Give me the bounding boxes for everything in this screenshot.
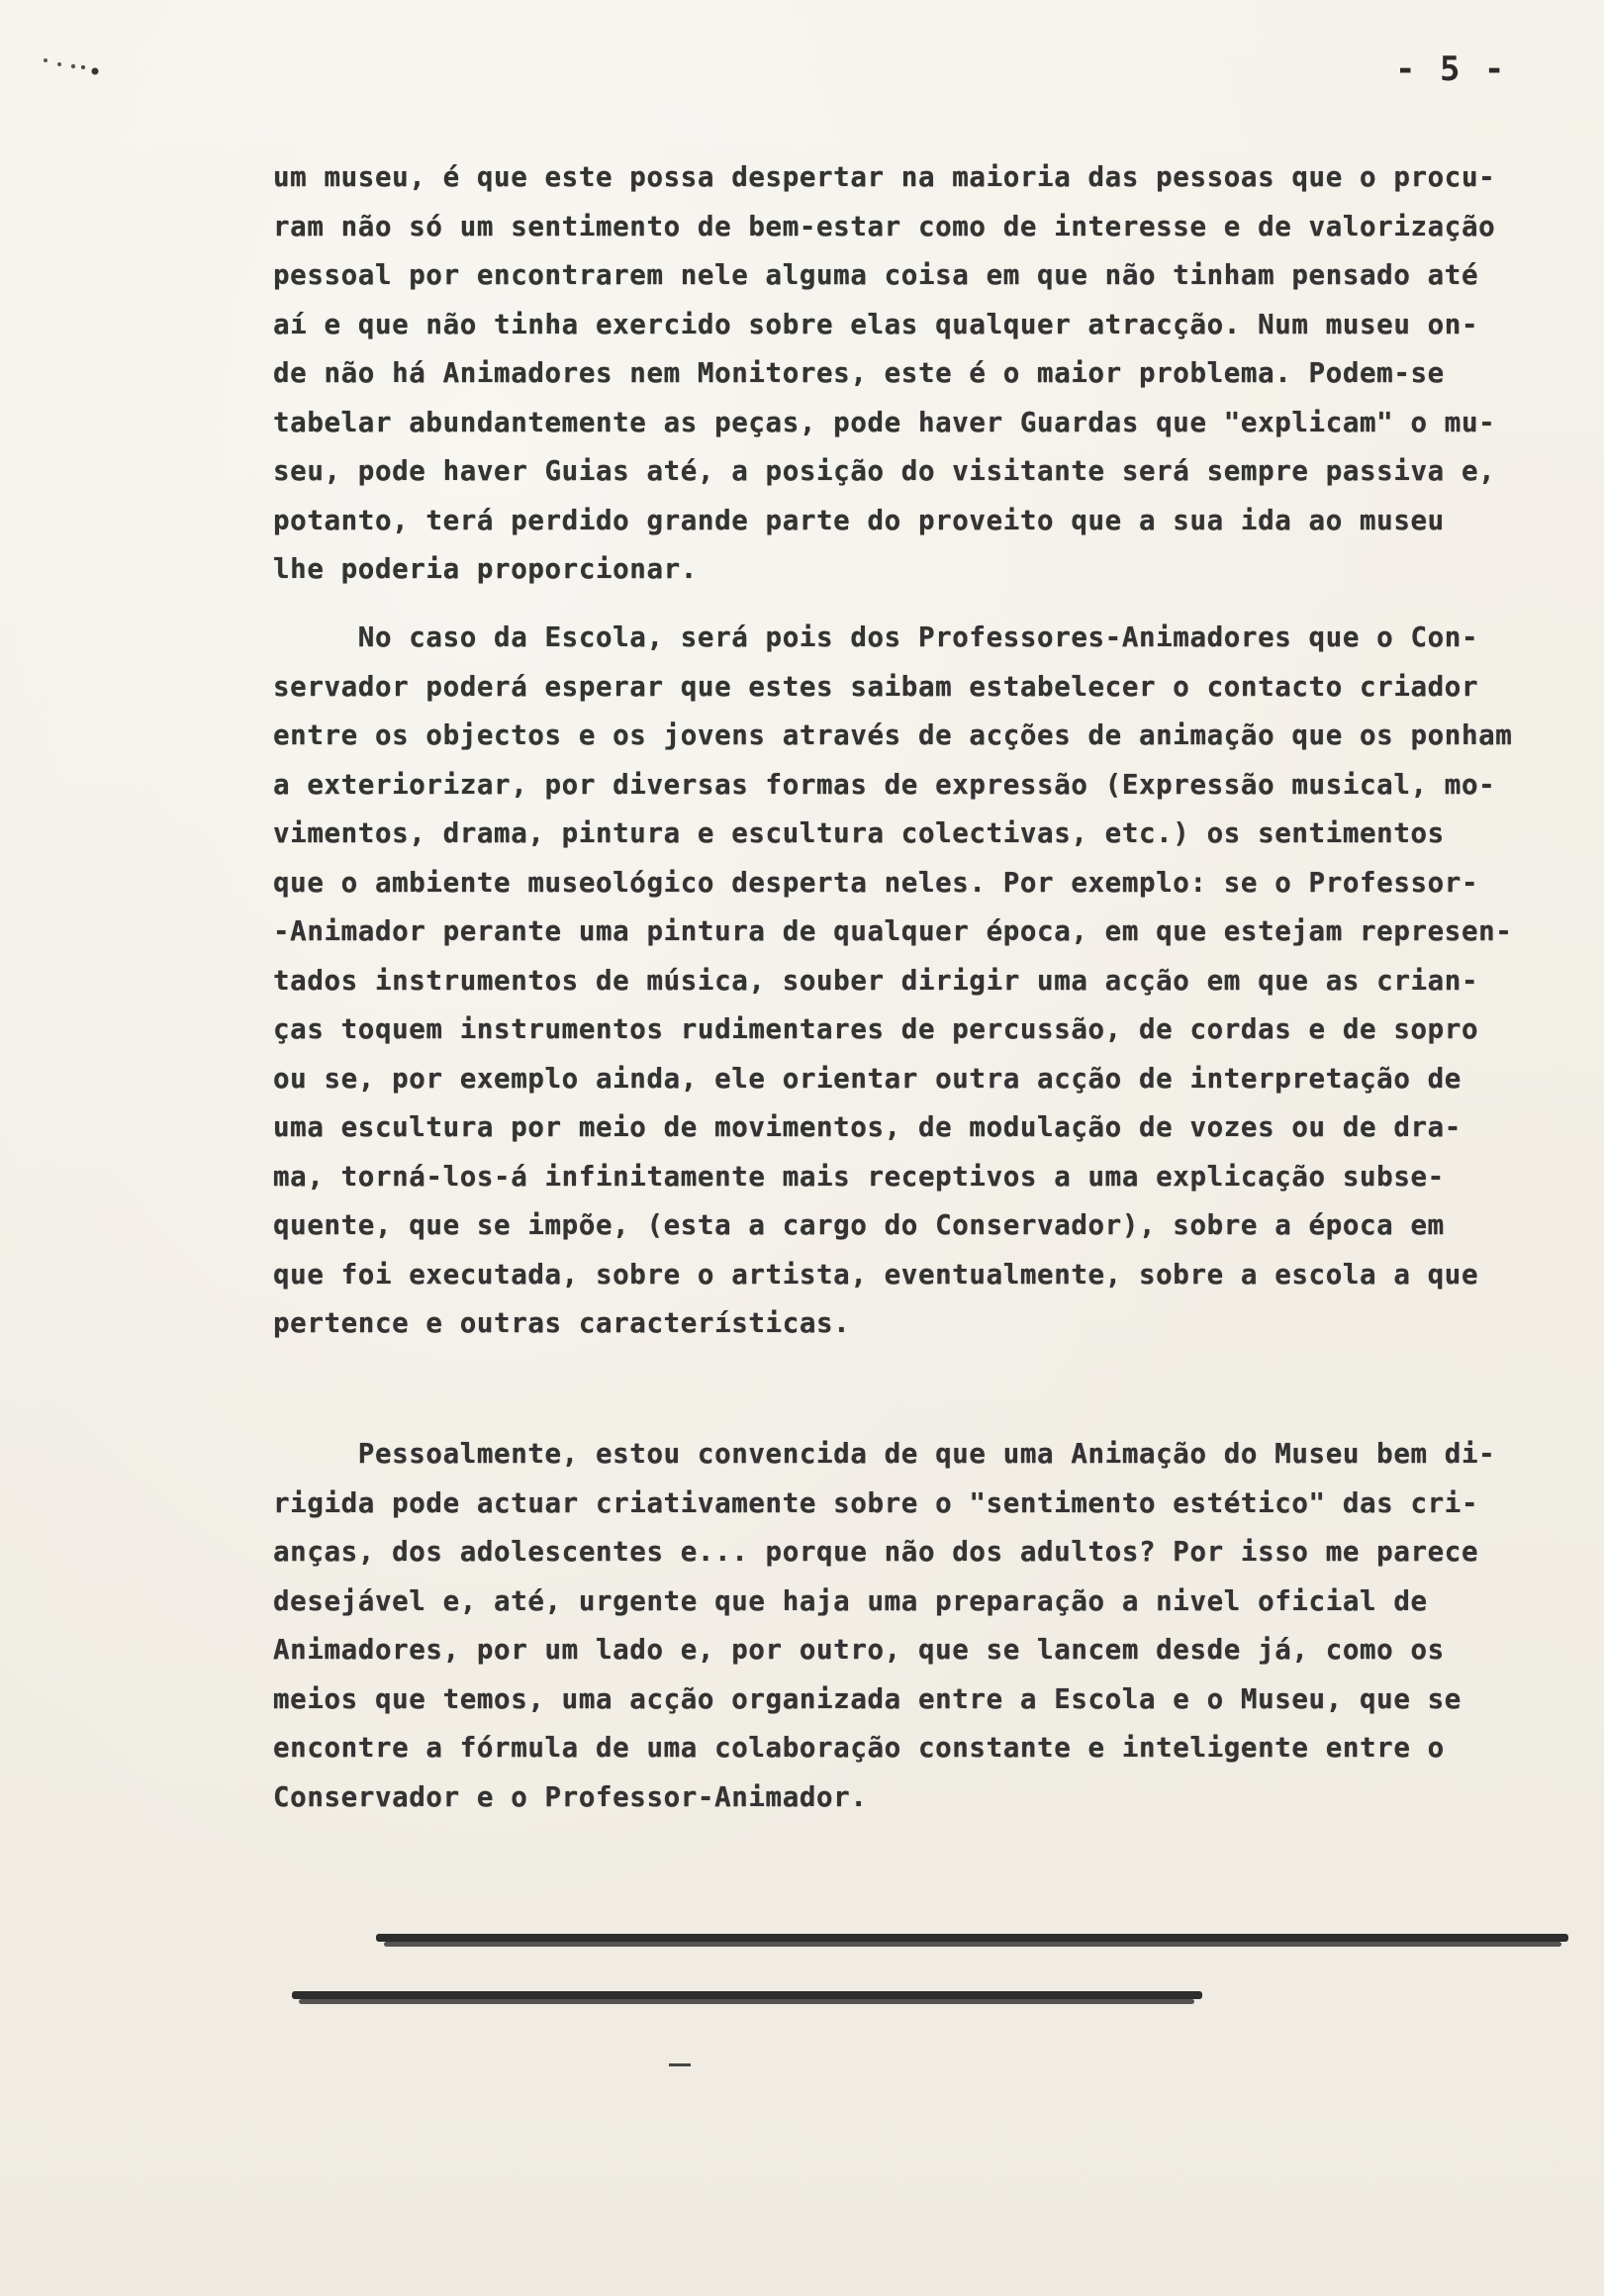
text-line: meios que temos, uma acção organizada entre a Escola e o Museu, que se (273, 1682, 1462, 1715)
text-line: encontre a fórmula de uma colaboração constante e inteligente entre o (273, 1732, 1445, 1764)
paragraph-1 (273, 153, 1579, 595)
text-line: tabelar abundantemente as peças, pode haver Guardas que "explicam" o mu- (273, 406, 1496, 438)
text-line: servador poderá esperar que estes saibam estabelecer o contacto criador (273, 670, 1479, 703)
text-line: -Animador perante uma pintura de qualquer época, em que estejam represen- (273, 915, 1513, 947)
text-line: anças, dos adolescentes e... porque não dos adultos? Por isso me parece (273, 1536, 1479, 1568)
text-line: desejável e, até, urgente que haja uma preparação a nivel oficial de (273, 1584, 1428, 1617)
text-line: ram não só um sentimento de bem-estar como de interesse e de valorização (273, 210, 1496, 242)
text-line: ma, torná-los-á infinitamente mais receptivos a uma explicação subse- (273, 1160, 1445, 1193)
text-line: Animadores, por um lado e, por outro, que se lancem desde já, como os (273, 1634, 1445, 1666)
text-line: quente, que se impõe, (esta a cargo do Conservador), sobre a época em (273, 1209, 1445, 1241)
text-line: potanto, terá perdido grande parte do proveito que a sua ida ao museu (273, 504, 1445, 536)
text-line: de não há Animadores nem Monitores, este é o maior problema. Podem-se (273, 357, 1445, 389)
text-line: Pessoalmente, estou convencida de que uma Animação do Museu bem di- (273, 1438, 1496, 1470)
struck-out-line (277, 1977, 1563, 2136)
paragraph-3 (273, 1430, 1579, 1822)
text-line: rigida pode actuar criativamente sobre o "sentimento estético" das cri- (273, 1486, 1479, 1519)
corner-ink-marks (40, 54, 139, 84)
text-line: que o ambiente museológico desperta neles. Por exemplo: se o Professor- (273, 866, 1479, 899)
text-line: a exteriorizar, por diversas formas de expressão (Expressão musical, mo- (273, 768, 1496, 801)
text-line: entre os objectos e os jovens através de acções de animação que os ponham (273, 719, 1513, 751)
text-line: pertence e outras características. (273, 1307, 851, 1339)
text-line: Conservador e o Professor-Animador. (273, 1780, 868, 1813)
text-line: vimentos, drama, pintura e escultura colectivas, etc.) os sentimentos (273, 817, 1445, 849)
text-line: seu, pode haver Guias até, a posição do visitante será sempre passiva e, (273, 455, 1496, 487)
text-line: lhe poderia proporcionar. (273, 553, 698, 585)
text-line: ças toquem instrumentos rudimentares de percussão, de cordas e de sopro (273, 1013, 1479, 1045)
text-line: que foi executada, sobre o artista, eventualmente, sobre a escola a que (273, 1258, 1479, 1291)
text-line: tados instrumentos de música, souber dirigir uma acção em que as crian- (273, 964, 1479, 997)
text-line: uma escultura por meio de movimentos, de modulação de vozes ou de dra- (273, 1111, 1462, 1143)
paragraph-2 (273, 614, 1579, 1349)
text-line: um museu, é que este possa despertar na maioria das pessoas que o procu- (273, 161, 1496, 193)
text-line: No caso da Escola, será pois dos Professores-Animadores que o Con- (273, 622, 1479, 653)
text-line: aí e que não tinha exercido sobre elas qualquer atracção. Num museu on- (273, 308, 1479, 340)
end-dash (669, 2063, 691, 2066)
text-line: ou se, por exemplo ainda, ele orientar outra acção de interpretação de (273, 1062, 1462, 1095)
page-number: - 5 - (1395, 49, 1507, 89)
text-line: pessoal por encontrarem nele alguma coisa em que não tinham pensado até (273, 259, 1479, 291)
